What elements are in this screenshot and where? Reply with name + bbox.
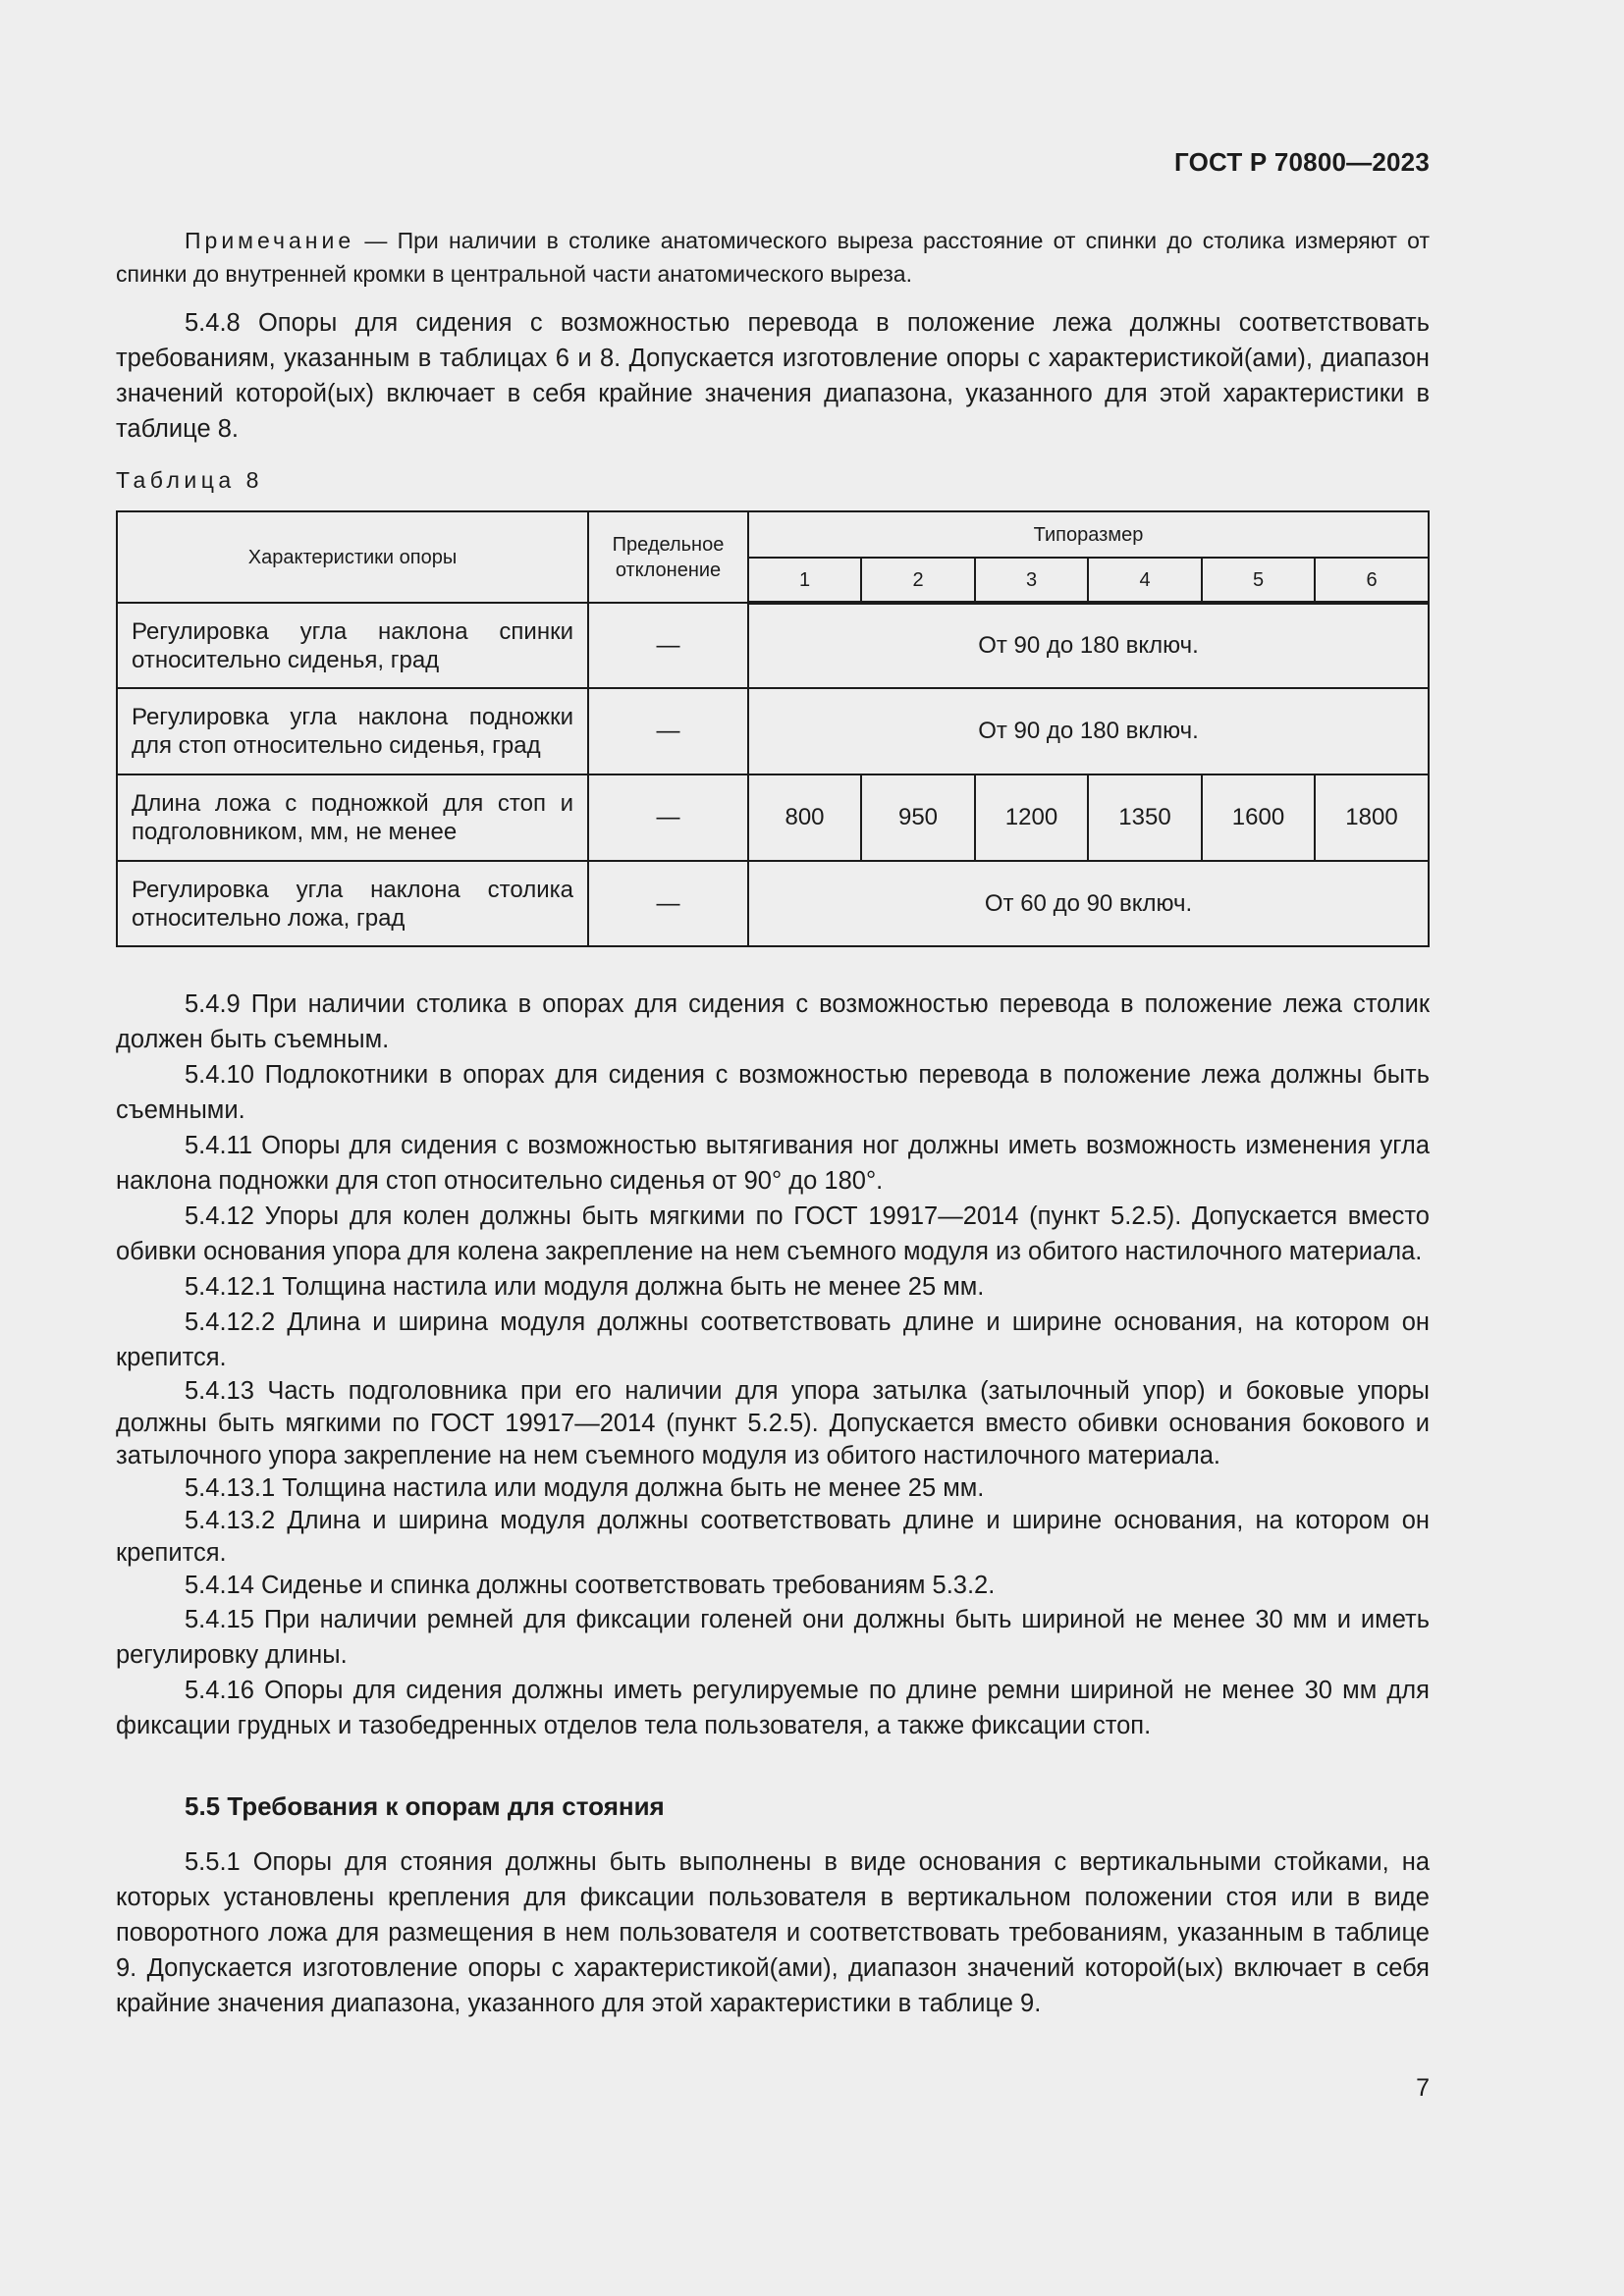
header-characteristics: Характеристики опоры bbox=[117, 511, 588, 603]
row-deviation: — bbox=[588, 861, 748, 946]
note bbox=[116, 224, 1430, 291]
row-value: От 90 до 180 включ. bbox=[748, 688, 1429, 774]
paragraphs-5-4-9-to-5-4-16 bbox=[116, 987, 1430, 1743]
paragraph: 5.4.14 Сиденье и спинка должны соответствовать требованиям 5.3.2. bbox=[185, 1572, 996, 1599]
size-col-1: 1 bbox=[748, 558, 861, 603]
paragraph: 5.4.10 Подлокотники в опорах для сидения с возможностью перевода в положение лежа должны быть съемными. bbox=[116, 1061, 1430, 1124]
row-value-size-6: 1800 bbox=[1315, 774, 1429, 861]
row-value-size-1: 800 bbox=[748, 774, 861, 861]
row-label: Длина ложа с подножкой для стоп и подголовником, мм, не менее bbox=[117, 774, 588, 861]
doc-number: ГОСТ Р 70800—2023 bbox=[1174, 147, 1430, 177]
section-title-5-5: 5.5 Требования к опорам для стояния bbox=[185, 1791, 665, 1821]
table-8 bbox=[116, 510, 1430, 947]
row-label: Регулировка угла наклона столика относительно ложа, град bbox=[117, 861, 588, 946]
row-value-size-2: 950 bbox=[861, 774, 975, 861]
paragraph: 5.4.16 Опоры для сидения должны иметь регулируемые по длине ремни шириной не менее 30 мм для фиксации грудных и тазобедренных отделов тела пользователя, а также фиксации стоп. bbox=[116, 1677, 1430, 1739]
paragraph: 5.4.11 Опоры для сидения с возможностью вытягивания ног должны иметь возможность изменения угла наклона подножки для стоп относительно сиденья от 90° до 180°. bbox=[116, 1132, 1430, 1195]
table-row bbox=[117, 774, 1429, 861]
paragraph: 5.4.13.2 Длина и ширина модуля должны соответствовать длине и ширине основания, на котором он крепится. bbox=[116, 1507, 1430, 1567]
size-col-3: 3 bbox=[975, 558, 1088, 603]
paragraph: 5.4.13 Часть подголовника при его наличии для упора затылка (затылочный упор) и боковые упоры должны быть мягкими по ГОСТ 19917—2014 (пункт 5.2.5). Допускается вместо обивки основания бокового и затылочного упора закрепление на нем съемного модуля из обитого настилочного материала. bbox=[116, 1377, 1430, 1469]
row-deviation: — bbox=[588, 774, 748, 861]
paragraph-5-5-1: 5.5.1 Опоры для стояния должны быть выполнены в виде основания с вертикальными стойками, на которых установлены крепления для фиксации пользователя в вертикальном положении стоя или в виде поворотного ложа для размещения в нем пользователя и соответствовать требованиям, указанным в таблице 9. Допускается изготовление опоры с характеристикой(ами), диапазон значений которой(ых) включает в себя крайние значения диапазона, указанного для этой характеристики в таблице 9. bbox=[116, 1848, 1430, 2017]
table-row bbox=[117, 603, 1429, 688]
row-value: От 90 до 180 включ. bbox=[748, 603, 1429, 688]
size-col-4: 4 bbox=[1088, 558, 1202, 603]
table-row bbox=[117, 688, 1429, 774]
table-caption: Таблица 8 bbox=[116, 467, 263, 493]
paragraph: 5.4.12 Упоры для колен должны быть мягкими по ГОСТ 19917—2014 (пункт 5.2.5). Допускается вместо обивки основания упора для колена закрепление на нем съемного модуля из обитого настилочного материала. bbox=[116, 1202, 1430, 1265]
header-deviation: Предельное отклонение bbox=[588, 511, 748, 603]
row-value-size-5: 1600 bbox=[1202, 774, 1315, 861]
row-value-size-4: 1350 bbox=[1088, 774, 1202, 861]
paragraph: 5.4.9 При наличии столика в опорах для сидения с возможностью перевода в положение лежа столик должен быть съемным. bbox=[116, 990, 1430, 1053]
row-label: Регулировка угла наклона подножки для стоп относительно сиденья, град bbox=[117, 688, 588, 774]
paragraph: 5.4.12.1 Толщина настила или модуля должна быть не менее 25 мм. bbox=[185, 1273, 985, 1301]
page-number: 7 bbox=[1416, 2074, 1430, 2102]
row-deviation: — bbox=[588, 603, 748, 688]
size-col-6: 6 bbox=[1315, 558, 1429, 603]
header-size: Типоразмер bbox=[748, 511, 1429, 558]
paragraph-5-4-8: 5.4.8 Опоры для сидения с возможностью перевода в положение лежа должны соответствовать требованиям, указанным в таблицах 6 и 8. Допускается изготовление опоры с характеристикой(ами), диапазон значений которой(ых) включает в себя крайние значения диапазона, указанного для этой характеристики в таблице 8. bbox=[116, 309, 1430, 443]
note-text: — При наличии в столике анатомического выреза расстояние от спинки до столика измеряют от спинки до внутренней кромки в центральной части анатомического выреза. bbox=[116, 228, 1430, 287]
row-label: Регулировка угла наклона спинки относительно сиденья, град bbox=[117, 603, 588, 688]
paragraph: 5.4.15 При наличии ремней для фиксации голеней они должны быть шириной не менее 30 мм и иметь регулировку длины. bbox=[116, 1606, 1430, 1669]
row-value: От 60 до 90 включ. bbox=[748, 861, 1429, 946]
table-row bbox=[117, 861, 1429, 946]
row-deviation: — bbox=[588, 688, 748, 774]
note-label: Примечание bbox=[185, 228, 355, 253]
size-col-2: 2 bbox=[861, 558, 975, 603]
row-value-size-3: 1200 bbox=[975, 774, 1088, 861]
size-col-5: 5 bbox=[1202, 558, 1315, 603]
paragraph: 5.4.12.2 Длина и ширина модуля должны соответствовать длине и ширине основания, на котором он крепится. bbox=[116, 1308, 1430, 1371]
paragraph: 5.4.13.1 Толщина настила или модуля должна быть не менее 25 мм. bbox=[185, 1474, 985, 1502]
